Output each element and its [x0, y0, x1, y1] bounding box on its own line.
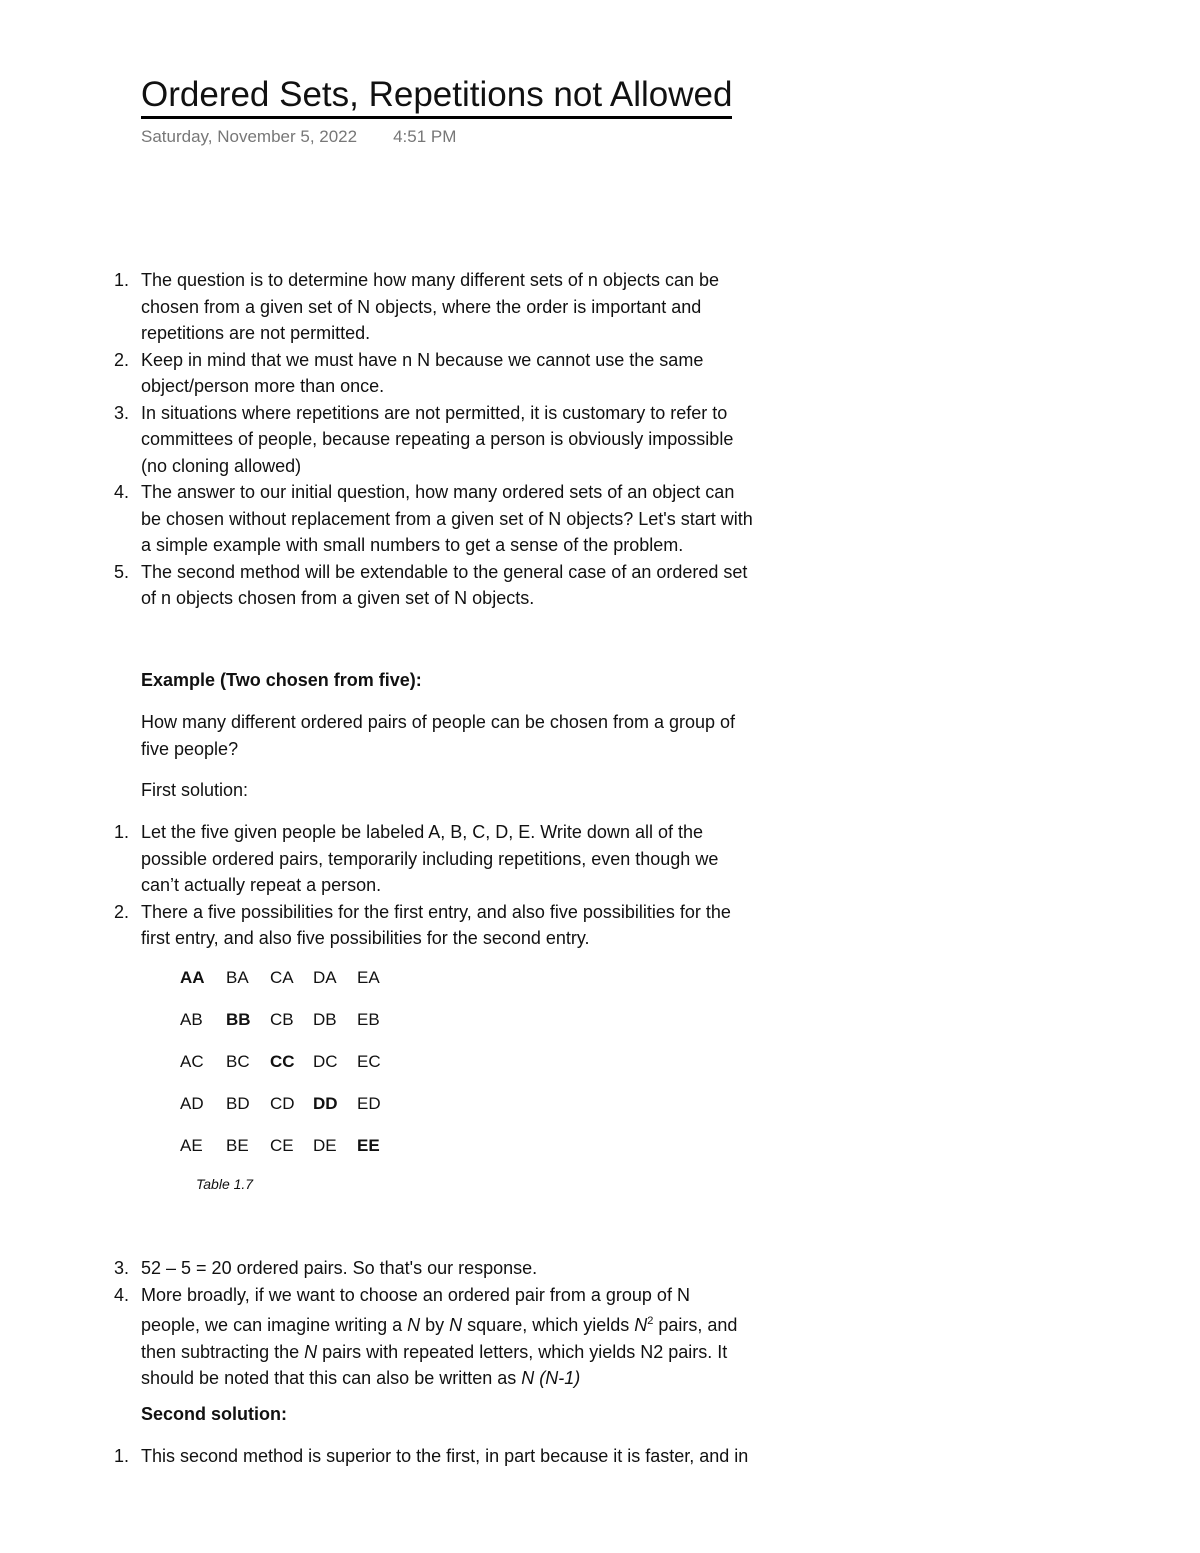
- example-question-line: How many different ordered pairs of people can be chosen from a group of: [141, 712, 736, 732]
- text-run: N (N-1): [521, 1368, 581, 1388]
- table-cell: CA: [270, 968, 294, 987]
- first-solution-label: First solution:: [141, 780, 249, 800]
- list-number: 3.: [113, 1258, 129, 1278]
- list-text: of n objects chosen from a given set of N objects.: [141, 588, 535, 608]
- table-cell: ED: [357, 1094, 381, 1113]
- second-solution-list: [107, 1443, 847, 1470]
- list-number: 2.: [113, 901, 129, 922]
- table-cell: CB: [270, 1010, 294, 1029]
- list-text: committees of people, because repeating a person is obviously impossible: [141, 429, 734, 449]
- list-number: 1.: [113, 822, 129, 842]
- table-cell: EB: [357, 1010, 380, 1029]
- text-run: N: [304, 1341, 318, 1362]
- table-cell: BC: [226, 1052, 250, 1071]
- result-list: [107, 1255, 847, 1392]
- example-question-line: five people?: [141, 738, 239, 759]
- table-cell: AB: [180, 1010, 203, 1029]
- table-cell: DC: [313, 1052, 338, 1071]
- text-run: people, we can imagine writing a: [141, 1315, 408, 1335]
- text-run: N: [449, 1315, 463, 1335]
- table-cell: EE: [357, 1136, 380, 1155]
- example-question: [141, 709, 841, 762]
- table-cell: DE: [313, 1136, 337, 1155]
- intro-list: [107, 267, 847, 612]
- table-cell: DD: [313, 1094, 338, 1113]
- list-text: The question is to determine how many different sets of n objects can be: [141, 270, 719, 290]
- list-number: 4.: [113, 482, 129, 502]
- list-text: repetitions are not permitted.: [141, 323, 371, 343]
- table-cell: BB: [226, 1010, 251, 1029]
- list-text: The second method will be extendable to the general case of an ordered set: [141, 561, 748, 582]
- list-text: [141, 1308, 847, 1339]
- list-item: [107, 400, 847, 480]
- list-item: [107, 899, 847, 952]
- list-text: first entry, and also five possibilities for the second entry.: [141, 928, 590, 948]
- list-text: [141, 1365, 847, 1392]
- list-text: chosen from a given set of N objects, where the order is important and: [141, 296, 702, 317]
- table-cell: EA: [357, 968, 380, 987]
- list-item: [107, 819, 847, 899]
- note-time: 4:51 PM: [393, 127, 457, 146]
- page-title: Ordered Sets, Repetitions not Allowed: [141, 74, 732, 119]
- list-text: [141, 1339, 847, 1366]
- list-number: 1.: [113, 1446, 129, 1466]
- list-text: Let the five given people be labeled A, B, C, D, E. Write down all of the: [141, 822, 703, 842]
- list-item: [107, 1443, 847, 1470]
- text-run: then subtracting the: [141, 1341, 305, 1362]
- note-date: Saturday, November 5, 2022: [141, 127, 358, 146]
- list-item: [107, 1255, 847, 1282]
- list-text: Keep in mind that we must have n N because we cannot use the same: [141, 349, 704, 370]
- list-text: (no cloning allowed): [141, 455, 302, 476]
- table-cell: BA: [226, 968, 249, 987]
- example-heading: Example (Two chosen from five):: [141, 670, 422, 690]
- first-solution-list: [107, 819, 847, 952]
- list-item: [107, 1282, 847, 1392]
- list-text: object/person more than once.: [141, 376, 385, 396]
- text-run: pairs with repeated letters, which yields N2 pairs. It: [317, 1341, 728, 1362]
- table-cell: CD: [270, 1094, 295, 1113]
- table-cell: CC: [270, 1052, 295, 1071]
- table-cell: BE: [226, 1136, 249, 1155]
- text-run: square, which yields: [462, 1315, 635, 1335]
- table-cell: AE: [180, 1136, 203, 1155]
- table-cell: DB: [313, 1010, 337, 1029]
- list-item: [107, 479, 847, 559]
- table-cell: BD: [226, 1094, 250, 1113]
- text-run: N: [634, 1315, 648, 1335]
- text-run: by: [420, 1315, 450, 1335]
- list-number: 5.: [113, 561, 129, 582]
- text-run: 2: [647, 1315, 654, 1327]
- list-text: possible ordered pairs, temporarily including repetitions, even though we: [141, 848, 719, 869]
- table-cell: AA: [180, 968, 205, 987]
- list-number: 4.: [113, 1284, 129, 1305]
- list-text: This second method is superior to the first, in part because it is faster, and in: [141, 1446, 749, 1466]
- table-cell: AC: [180, 1052, 204, 1071]
- list-text: In situations where repetitions are not permitted, it is customary to refer to: [141, 402, 728, 423]
- table-cell: CE: [270, 1136, 294, 1155]
- list-number: 3.: [113, 402, 129, 423]
- text-run: N: [407, 1315, 421, 1335]
- list-number: 2.: [113, 349, 129, 370]
- text-run: should be noted that this can also be written as: [141, 1368, 522, 1388]
- note-timestamp: [141, 127, 456, 147]
- text-run: pairs, and: [653, 1315, 738, 1335]
- list-text: 52 – 5 = 20 ordered pairs. So that's our response.: [141, 1258, 538, 1278]
- list-item: [107, 267, 847, 347]
- list-item: [107, 347, 847, 400]
- list-text: be chosen without replacement from a given set of N objects? Let's start with: [141, 508, 753, 529]
- list-text: can’t actually repeat a person.: [141, 875, 382, 895]
- list-number: 1.: [113, 270, 129, 290]
- table-cell: AD: [180, 1094, 204, 1113]
- list-text: There a five possibilities for the first entry, and also five possibilities for the: [141, 901, 731, 922]
- second-solution-label: Second solution:: [141, 1404, 287, 1424]
- list-text: The answer to our initial question, how many ordered sets of an object can: [141, 482, 735, 502]
- table-cell: EC: [357, 1052, 381, 1071]
- list-text: More broadly, if we want to choose an ordered pair from a group of N: [141, 1284, 690, 1305]
- table-caption: Table 1.7: [196, 1176, 254, 1192]
- list-item: [107, 559, 847, 612]
- list-text: a simple example with small numbers to get a sense of the problem.: [141, 535, 684, 555]
- table-cell: DA: [313, 968, 337, 987]
